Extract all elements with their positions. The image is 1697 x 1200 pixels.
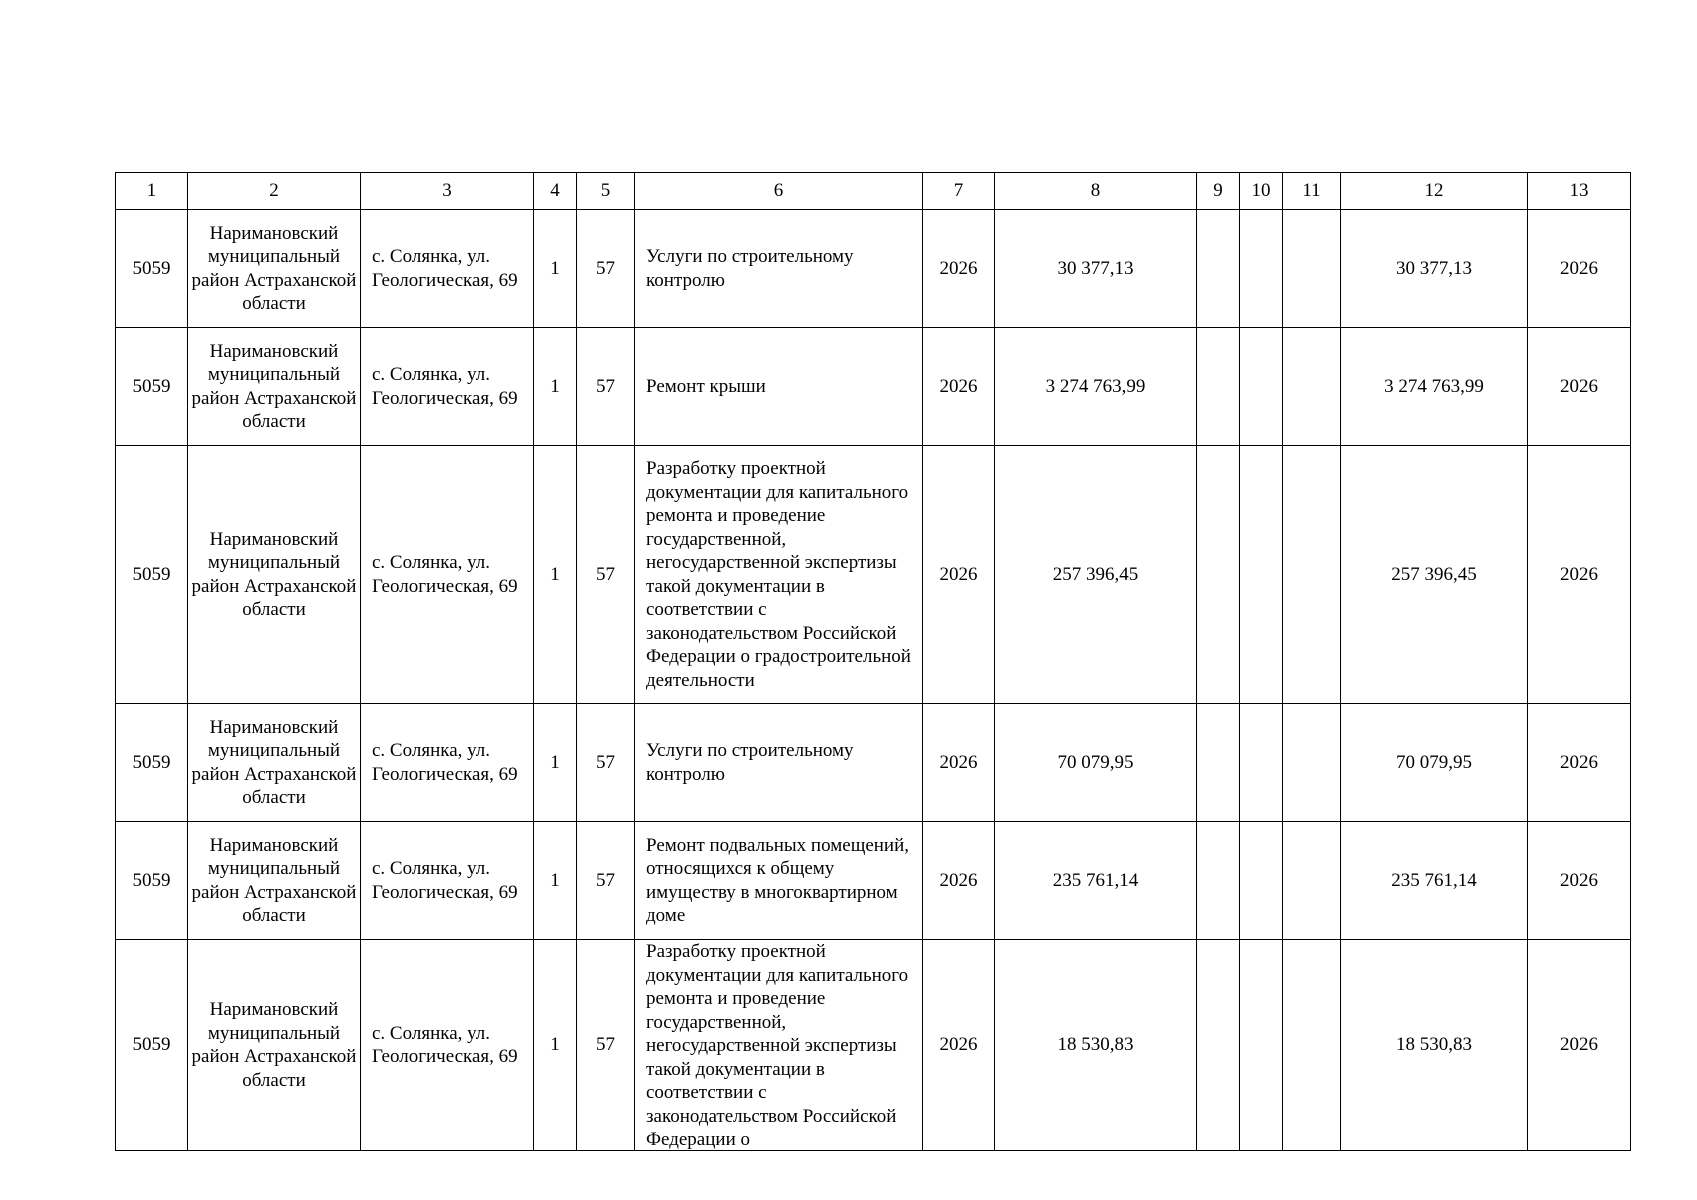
cell-address: с. Солянка, ул. Геологическая, 69 [361, 210, 534, 328]
cell-col10 [1240, 940, 1283, 1151]
cell-number: 5059 [116, 328, 188, 446]
cell-col9 [1197, 210, 1240, 328]
column-header-8: 8 [995, 173, 1197, 210]
cell-col4: 1 [534, 822, 577, 940]
cell-col13: 2026 [1528, 328, 1631, 446]
column-header-1: 1 [116, 173, 188, 210]
cell-district: Наримановский муниципальный район Астраханской области [188, 328, 361, 446]
cell-col10 [1240, 446, 1283, 704]
cell-address: с. Солянка, ул. Геологическая, 69 [361, 328, 534, 446]
table-row [116, 210, 1631, 328]
column-header-3: 3 [361, 173, 534, 210]
cell-total-cost: 70 079,95 [995, 704, 1197, 822]
column-header-7: 7 [923, 173, 995, 210]
cell-year: 2026 [923, 940, 995, 1151]
cell-total-cost: 257 396,45 [995, 446, 1197, 704]
cell-col4: 1 [534, 940, 577, 1151]
cell-total-cost: 30 377,13 [995, 210, 1197, 328]
cell-col11 [1283, 822, 1341, 940]
cell-number: 5059 [116, 822, 188, 940]
cell-year: 2026 [923, 704, 995, 822]
table-row [116, 940, 1631, 1151]
cell-address: с. Солянка, ул. Геологическая, 69 [361, 446, 534, 704]
table-row [116, 704, 1631, 822]
column-header-13: 13 [1528, 173, 1631, 210]
cell-year: 2026 [923, 822, 995, 940]
cell-col13: 2026 [1528, 940, 1631, 1151]
cell-col13: 2026 [1528, 446, 1631, 704]
cell-col5: 57 [577, 210, 635, 328]
cell-number: 5059 [116, 446, 188, 704]
cell-work-type: Ремонт крыши [635, 328, 923, 446]
cell-col9 [1197, 328, 1240, 446]
cell-col5: 57 [577, 940, 635, 1151]
column-header-11: 11 [1283, 173, 1341, 210]
table-row [116, 328, 1631, 446]
cell-col11 [1283, 328, 1341, 446]
cell-address: с. Солянка, ул. Геологическая, 69 [361, 940, 534, 1151]
column-header-9: 9 [1197, 173, 1240, 210]
cell-col11 [1283, 446, 1341, 704]
cell-work-type-text: Разработку проектной документации для капитального ремонта и проведение государственной, негосударственной экспертизы такой документации в соответствии с законодательством Российской Федерации о [646, 941, 909, 1150]
cell-work-type [635, 940, 923, 1151]
cell-col9 [1197, 940, 1240, 1151]
cell-year: 2026 [923, 210, 995, 328]
cell-col12: 235 761,14 [1341, 822, 1528, 940]
column-header-10: 10 [1240, 173, 1283, 210]
cell-district: Наримановский муниципальный район Астраханской области [188, 940, 361, 1151]
cell-col4: 1 [534, 328, 577, 446]
cell-district: Наримановский муниципальный район Астраханской области [188, 210, 361, 328]
cell-district: Наримановский муниципальный район Астраханской области [188, 446, 361, 704]
cell-number: 5059 [116, 210, 188, 328]
cell-year: 2026 [923, 328, 995, 446]
cell-col4: 1 [534, 210, 577, 328]
column-header-4: 4 [534, 173, 577, 210]
cell-col9 [1197, 704, 1240, 822]
cell-col13: 2026 [1528, 704, 1631, 822]
cell-district: Наримановский муниципальный район Астраханской области [188, 704, 361, 822]
cell-number: 5059 [116, 704, 188, 822]
cell-col12: 70 079,95 [1341, 704, 1528, 822]
cell-year: 2026 [923, 446, 995, 704]
cell-col12: 3 274 763,99 [1341, 328, 1528, 446]
cell-col5: 57 [577, 822, 635, 940]
cell-work-type: Ремонт подвальных помещений, относящихся к общему имуществу в многоквартирном доме [635, 822, 923, 940]
cell-col11 [1283, 704, 1341, 822]
cell-address: с. Солянка, ул. Геологическая, 69 [361, 822, 534, 940]
cell-col5: 57 [577, 446, 635, 704]
cell-col13: 2026 [1528, 822, 1631, 940]
cell-col4: 1 [534, 704, 577, 822]
table-row [116, 446, 1631, 704]
column-header-5: 5 [577, 173, 635, 210]
column-header-6: 6 [635, 173, 923, 210]
cell-col4: 1 [534, 446, 577, 704]
capital-repair-table [115, 172, 1631, 1151]
cell-total-cost: 3 274 763,99 [995, 328, 1197, 446]
cell-col13: 2026 [1528, 210, 1631, 328]
cell-district: Наримановский муниципальный район Астраханской области [188, 822, 361, 940]
cell-work-type: Разработку проектной документации для капитального ремонта и проведение государственной, негосударственной экспертизы такой документации в соответствии с законодательством Российской Федерации о градостроительной деятельности [635, 446, 923, 704]
document-page [115, 172, 1631, 1151]
cell-col10 [1240, 328, 1283, 446]
table-row [116, 822, 1631, 940]
column-header-2: 2 [188, 173, 361, 210]
cell-col11 [1283, 210, 1341, 328]
column-number-row [116, 173, 1631, 210]
cell-total-cost: 18 530,83 [995, 940, 1197, 1151]
column-header-12: 12 [1341, 173, 1528, 210]
cell-col12: 30 377,13 [1341, 210, 1528, 328]
cell-col9 [1197, 446, 1240, 704]
cell-col5: 57 [577, 328, 635, 446]
cell-col12: 257 396,45 [1341, 446, 1528, 704]
cell-col10 [1240, 822, 1283, 940]
cell-number: 5059 [116, 940, 188, 1151]
cell-col12: 18 530,83 [1341, 940, 1528, 1151]
cell-col5: 57 [577, 704, 635, 822]
cell-work-type: Услуги по строительному контролю [635, 704, 923, 822]
cell-col10 [1240, 210, 1283, 328]
cell-col10 [1240, 704, 1283, 822]
cell-address: с. Солянка, ул. Геологическая, 69 [361, 704, 534, 822]
cell-work-type: Услуги по строительному контролю [635, 210, 923, 328]
cell-total-cost: 235 761,14 [995, 822, 1197, 940]
cell-col11 [1283, 940, 1341, 1151]
cell-col9 [1197, 822, 1240, 940]
